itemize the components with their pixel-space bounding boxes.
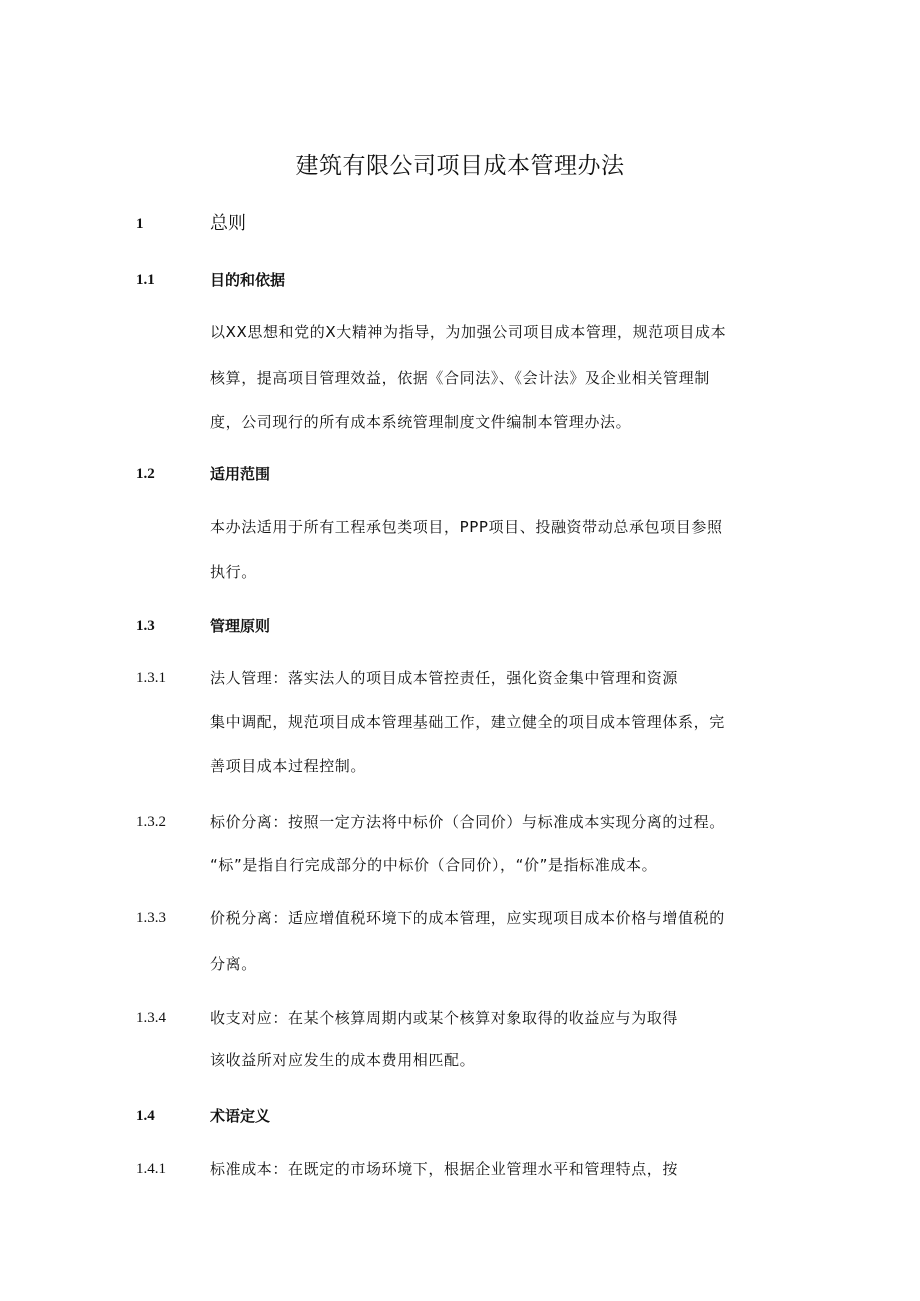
paragraph-line: 该收益所对应发生的成本费用相匹配。 bbox=[210, 1051, 476, 1069]
paragraph-line: 度，公司现行的所有成本系统管理制度文件编制本管理办法。 bbox=[210, 413, 632, 431]
section-heading: 术语定义 bbox=[210, 1107, 271, 1125]
section-number: 1.2 bbox=[136, 466, 155, 482]
paragraph-line: 分离。 bbox=[210, 955, 257, 973]
section-number: 1.3 bbox=[136, 618, 155, 634]
paragraph-line: 本办法适用于所有工程承包类项目，PPP项目、投融资带动总承包项目参照 bbox=[210, 518, 723, 536]
clause-number: 1.3.3 bbox=[136, 910, 166, 926]
clause-number: 1.3.2 bbox=[136, 814, 166, 830]
paragraph-line: 法人管理：落实法人的项目成本管控责任，强化资金集中管理和资源 bbox=[210, 669, 679, 687]
paragraph-line: 核算，提高项目管理效益，依据《合同法》、《会计法》及企业相关管理制 bbox=[210, 369, 710, 387]
section-number: 1 bbox=[136, 216, 144, 232]
paragraph-line: 以XX思想和党的X大精神为指导，为加强公司项目成本管理，规范项目成本 bbox=[210, 323, 727, 341]
paragraph-line: 标准成本：在既定的市场环境下，根据企业管理水平和管理特点，按 bbox=[210, 1160, 679, 1178]
clause-number: 1.3.4 bbox=[136, 1010, 166, 1026]
section-heading: 适用范围 bbox=[210, 465, 271, 483]
section-number: 1.4 bbox=[136, 1108, 155, 1124]
section-heading: 总则 bbox=[210, 213, 246, 234]
paragraph-line: 标价分离：按照一定方法将中标价（合同价）与标准成本实现分离的过程。 bbox=[210, 813, 725, 831]
section-heading: 管理原则 bbox=[210, 617, 271, 635]
clause-number: 1.4.1 bbox=[136, 1161, 166, 1177]
paragraph-line: 集中调配，规范项目成本管理基础工作，建立健全的项目成本管理体系，完 bbox=[210, 713, 725, 731]
paragraph-line: “标”是指自行完成部分的中标价（合同价），“价”是指标准成本。 bbox=[210, 856, 658, 874]
paragraph-line: 收支对应：在某个核算周期内或某个核算对象取得的收益应与为取得 bbox=[210, 1009, 679, 1027]
paragraph-line: 执行。 bbox=[210, 563, 257, 581]
section-number: 1.1 bbox=[136, 272, 155, 288]
paragraph-line: 价税分离：适应增值税环境下的成本管理，应实现项目成本价格与增值税的 bbox=[210, 909, 725, 927]
section-heading: 目的和依据 bbox=[210, 271, 286, 289]
paragraph-line: 善项目成本过程控制。 bbox=[210, 757, 367, 775]
document-title: 建筑有限公司项目成本管理办法 bbox=[295, 153, 625, 179]
clause-number: 1.3.1 bbox=[136, 670, 166, 686]
